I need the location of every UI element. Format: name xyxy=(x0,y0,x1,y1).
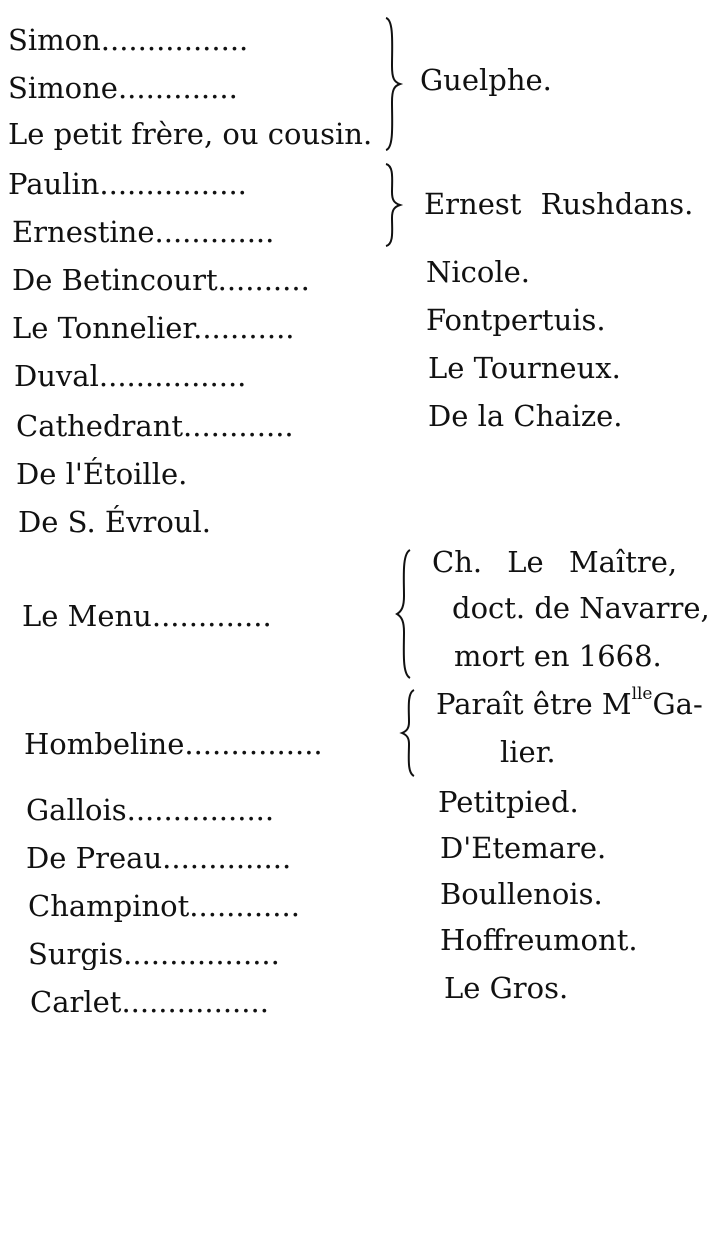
identity: Hoffreumont. xyxy=(440,923,638,957)
row-name: Paulin................ xyxy=(8,168,247,200)
identity: Petitpied. xyxy=(438,785,579,819)
brace-icon xyxy=(394,548,416,680)
row-name: Le Tonnelier........... xyxy=(12,312,295,344)
dot-leader: ................ xyxy=(121,986,269,1018)
row-name: Carlet................ xyxy=(30,986,269,1018)
identity: Nicole. xyxy=(426,255,531,289)
row-name: Surgis................. xyxy=(28,938,280,970)
dot-leader: ............... xyxy=(184,728,323,760)
identity: De la Chaize. xyxy=(428,399,623,433)
dot-leader: ............ xyxy=(183,410,294,442)
row-name: De S. Évroul. xyxy=(18,505,211,539)
identity: doct. de Navarre, xyxy=(452,591,710,625)
dot-leader: ................. xyxy=(123,938,280,970)
dot-leader: .......... xyxy=(217,264,310,296)
dot-leader: ................ xyxy=(100,24,249,56)
row-name: De l'Étoille. xyxy=(16,457,188,491)
row-name: Simone............. xyxy=(8,72,238,104)
row-name: Gallois................ xyxy=(26,794,275,826)
dot-leader: ............. xyxy=(151,600,272,632)
row-name: Cathedrant............ xyxy=(16,410,294,442)
dot-leader: ................ xyxy=(98,360,247,392)
dot-leader: ................ xyxy=(99,168,247,200)
brace-icon xyxy=(382,16,406,152)
brace-icon xyxy=(398,688,420,778)
row-name: Le Menu............. xyxy=(22,600,272,632)
identity: Boullenois. xyxy=(440,877,603,911)
dot-leader: .............. xyxy=(162,842,292,874)
row-name: Hombeline............... xyxy=(24,728,323,760)
identity: Ch. Le Maître, xyxy=(432,545,678,579)
row-name: Le petit frère, ou cousin. xyxy=(8,118,373,150)
brace-icon xyxy=(382,162,406,248)
row-name: De Betincourt.......... xyxy=(12,264,310,296)
identity: Guelphe. xyxy=(420,63,552,97)
row-name: Ernestine............. xyxy=(12,216,275,248)
identity: D'Etemare. xyxy=(440,831,607,865)
dot-leader: ............ xyxy=(189,890,300,922)
row-name: Simon................ xyxy=(8,24,249,56)
row-name: Duval................ xyxy=(14,360,247,392)
dot-leader: ............. xyxy=(154,216,275,248)
identity: Le Tourneux. xyxy=(428,351,621,385)
row-name: De Preau.............. xyxy=(26,842,292,874)
identity: Paraît être $M^{lle}Ga-$ xyxy=(436,684,703,721)
dot-leader: . xyxy=(362,118,373,150)
identity: Ernest Rushdans. xyxy=(424,187,694,221)
identity: lier. xyxy=(500,735,556,769)
dot-leader: ............. xyxy=(117,72,238,104)
identity: Le Gros. xyxy=(444,971,569,1005)
identity: mort en 1668. xyxy=(454,639,662,673)
dot-leader: ................ xyxy=(126,794,275,826)
identity: Fontpertuis. xyxy=(426,303,606,337)
dot-leader: ........... xyxy=(193,312,295,344)
row-name: Champinot............ xyxy=(28,890,300,922)
